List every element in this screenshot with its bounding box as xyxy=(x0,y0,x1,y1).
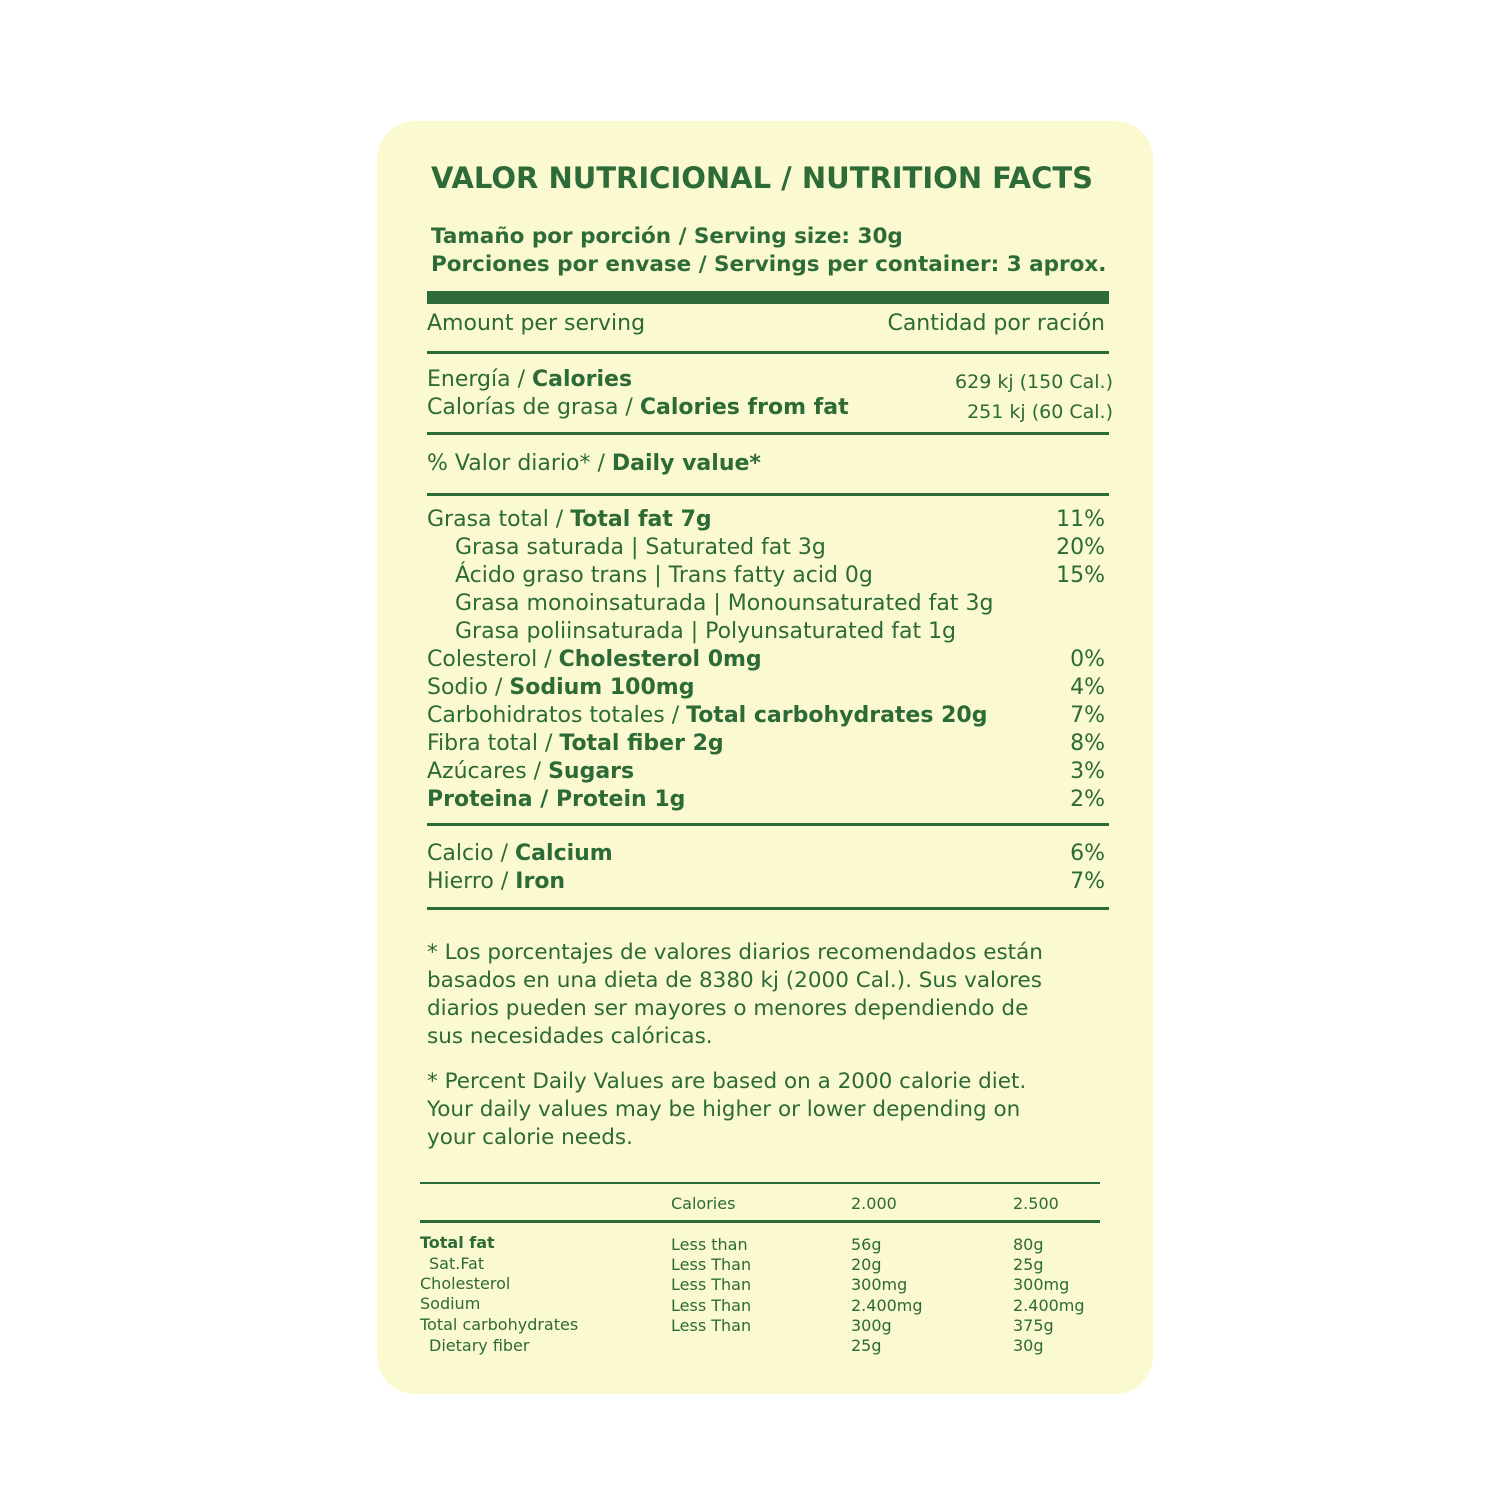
nutrient-name: Grasa total / xyxy=(427,507,571,532)
fat-calories-value: 251 kj (60 Cal.) xyxy=(967,401,1113,423)
nutrient-amount: Total carbohydrates 20g xyxy=(686,703,988,728)
table-cell-nutrient: Cholesterol xyxy=(420,1274,511,1293)
footnote-line: diarios pueden ser mayores o menores dependiendo de xyxy=(427,996,1029,1021)
mineral-row-iron xyxy=(427,869,565,894)
table-top-rule xyxy=(420,1182,1100,1184)
table-cell-2500: 25g xyxy=(1013,1255,1044,1274)
table-cell-limit: Less Than xyxy=(671,1255,752,1274)
fat-calories-label xyxy=(427,395,849,420)
nutrient-name: Fibra total / xyxy=(427,731,560,756)
footnote-es xyxy=(427,939,1043,1051)
energy-label xyxy=(427,367,632,392)
table-header-calories: Calories xyxy=(671,1194,736,1213)
servings-per-container: Porciones por envase / Servings per container: 3 aprox. xyxy=(431,252,1107,277)
table-cell-2000: 25g xyxy=(851,1336,882,1355)
divider xyxy=(427,351,1109,354)
nutrient-name: Carbohidratos totales / xyxy=(427,703,687,728)
thick-divider xyxy=(427,291,1109,304)
daily-value-en: Daily value* xyxy=(611,451,761,476)
energy-value: 629 kj (150 Cal.) xyxy=(955,371,1113,393)
nutrient-name: Proteina / xyxy=(427,787,556,812)
fat-calories-label-es: Calorías de grasa / xyxy=(427,395,640,420)
table-cell-2500: 375g xyxy=(1013,1316,1054,1335)
nutrient-row-sugars xyxy=(427,759,634,784)
table-cell-nutrient: Total carbohydrates xyxy=(420,1315,579,1334)
serving-size: Tamaño por porción / Serving size: 30g xyxy=(431,224,903,249)
table-cell-2000: 300g xyxy=(851,1316,892,1335)
mineral-name: Calcio / xyxy=(427,841,516,866)
fat-calories-label-en: Calories from fat xyxy=(639,395,849,420)
table-header-rule xyxy=(420,1220,1100,1223)
nutrient-row-trans-fat: Ácido graso trans | Trans fatty acid 0g xyxy=(455,563,873,588)
table-header-2500: 2.500 xyxy=(1013,1194,1059,1213)
footnote-line: basados en una dieta de 8380 kj (2000 Cal.). Sus valores xyxy=(427,968,1042,993)
nutrient-name: Colesterol / xyxy=(427,647,559,672)
footnote-line: your calorie needs. xyxy=(427,1125,633,1150)
table-cell-nutrient: Sat.Fat xyxy=(429,1254,485,1273)
energy-label-en: Calories xyxy=(532,367,633,392)
label-title: VALOR NUTRICIONAL / NUTRITION FACTS xyxy=(431,161,1094,195)
footnote-line: * Los porcentajes de valores diarios recomendados están xyxy=(427,940,1043,965)
nutrient-row-total-fat xyxy=(427,507,712,532)
mineral-row-calcium xyxy=(427,841,613,866)
nutrient-amount: Sodium 100mg xyxy=(509,675,695,700)
table-cell-2000: 300mg xyxy=(851,1275,908,1294)
cantidad-por-racion: Cantidad por ración xyxy=(887,311,1105,336)
divider xyxy=(427,493,1109,496)
nutrient-pct: 7% xyxy=(1070,703,1105,728)
nutrient-amount: Cholesterol 0mg xyxy=(558,647,762,672)
footnote-line: Your daily values may be higher or lower depending on xyxy=(427,1097,1021,1122)
amount-per-serving: Amount per serving xyxy=(427,311,646,336)
table-cell-2500: 30g xyxy=(1013,1336,1044,1355)
table-cell-limit: Less Than xyxy=(671,1275,752,1294)
nutrient-pct: 2% xyxy=(1070,787,1105,812)
table-cell-nutrient: Sodium xyxy=(420,1294,481,1313)
nutrition-facts-card xyxy=(377,121,1153,1394)
nutrient-row-total-carbohydrates xyxy=(427,703,987,728)
nutrient-row-polyunsaturated-fat: Grasa poliinsaturada | Polyunsaturated fat 1g xyxy=(455,619,957,644)
table-cell-limit: Less Than xyxy=(671,1296,752,1315)
nutrient-pct: 20% xyxy=(1056,535,1105,560)
footnote-line: * Percent Daily Values are based on a 2000 calorie diet. xyxy=(427,1069,1027,1094)
table-cell-2500: 2.400mg xyxy=(1013,1296,1085,1315)
nutrient-row-saturated-fat: Grasa saturada | Saturated fat 3g xyxy=(455,535,826,560)
nutrient-row-cholesterol xyxy=(427,647,762,672)
nutrient-row-total-fiber xyxy=(427,731,724,756)
mineral-name: Hierro / xyxy=(427,869,516,894)
nutrient-pct: 8% xyxy=(1070,731,1105,756)
table-cell-limit: Less than xyxy=(671,1235,748,1254)
nutrient-amount: Total fiber 2g xyxy=(559,731,724,756)
mineral-pct: 6% xyxy=(1070,841,1105,866)
nutrient-pct: 11% xyxy=(1056,507,1105,532)
mineral-name-en: Iron xyxy=(515,869,566,894)
nutrient-amount: Sugars xyxy=(548,759,635,784)
mineral-pct: 7% xyxy=(1070,869,1105,894)
table-header-2000: 2.000 xyxy=(851,1194,897,1213)
nutrient-row-monounsaturated-fat: Grasa monoinsaturada | Monounsaturated fat 3g xyxy=(455,591,994,616)
table-cell-nutrient: Dietary fiber xyxy=(429,1336,530,1355)
table-cell-2000: 56g xyxy=(851,1235,882,1254)
nutrient-amount: Total fat 7g xyxy=(570,507,712,532)
nutrient-name: Azúcares / xyxy=(427,759,549,784)
nutrient-name: Sodio / xyxy=(427,675,510,700)
nutrient-pct: 15% xyxy=(1056,563,1105,588)
nutrient-pct: 4% xyxy=(1070,675,1105,700)
footnote-en xyxy=(427,1068,1026,1152)
nutrient-pct: 0% xyxy=(1070,647,1105,672)
mineral-name-en: Calcium xyxy=(515,841,613,866)
divider xyxy=(427,432,1109,435)
daily-value-es: % Valor diario* / xyxy=(427,451,612,476)
nutrient-row-sodium xyxy=(427,675,694,700)
table-cell-nutrient: Total fat xyxy=(420,1233,495,1252)
daily-value-heading xyxy=(427,451,761,476)
nutrient-pct: 3% xyxy=(1070,759,1105,784)
divider xyxy=(427,823,1109,826)
energy-label-es: Energía / xyxy=(427,367,532,392)
nutrient-amount: Protein 1g xyxy=(555,787,686,812)
nutrient-row-protein xyxy=(427,787,685,812)
table-cell-limit: Less Than xyxy=(671,1316,752,1335)
divider xyxy=(427,907,1109,910)
table-cell-2000: 20g xyxy=(851,1255,882,1274)
table-cell-2500: 80g xyxy=(1013,1235,1044,1254)
table-cell-2000: 2.400mg xyxy=(851,1296,923,1315)
footnote-line: sus necesidades calóricas. xyxy=(427,1024,713,1049)
table-cell-2500: 300mg xyxy=(1013,1275,1070,1294)
